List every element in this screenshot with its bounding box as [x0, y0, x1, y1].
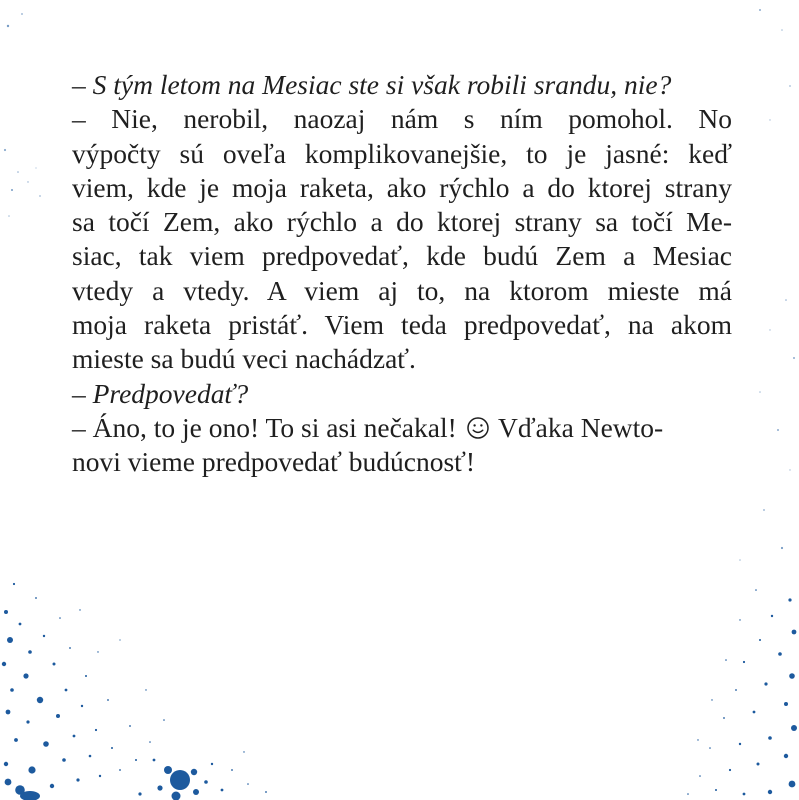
answer-line-9-start: – Áno, to je ono! To si asi nečakal! — [72, 411, 457, 443]
answer-line-2: výpočty sú oveľa komplikovanejšie, to je jasné: keď — [72, 137, 732, 169]
answer-line-8: mieste sa budú veci nachádzať. — [72, 343, 416, 375]
answer-line-6: vtedy a vtedy. A viem aj to, na ktorom mieste má — [72, 274, 732, 306]
answer-line-9 — [72, 411, 732, 445]
answer-line-4: sa točí Zem, ako rýchlo a do ktorej strany sa točí Me- — [72, 206, 732, 238]
answer-line-5: siac, tak viem predpovedať, kde budú Zem a Mesiac — [72, 240, 732, 272]
answer-line-1: – Nie, nerobil, naozaj nám s ním pomohol. No — [72, 103, 732, 135]
answer-line-10: novi vieme predpovedať budúcnosť! — [72, 446, 476, 478]
smiley-face-icon — [466, 416, 490, 440]
answer-line-3: viem, kde je moja raketa, ako rýchlo a do ktorej strany — [72, 171, 732, 203]
answer-line-9-end: Vďaka Newto- — [498, 411, 664, 443]
answer-line-7: moja raketa pristáť. Viem teda predpovedať, na akom — [72, 309, 732, 341]
question-line-2: – Predpovedať? — [72, 377, 249, 409]
dialogue-text — [72, 68, 732, 480]
question-line-1: – S tým letom na Mesiac ste si však robili srandu, nie? — [72, 69, 672, 100]
